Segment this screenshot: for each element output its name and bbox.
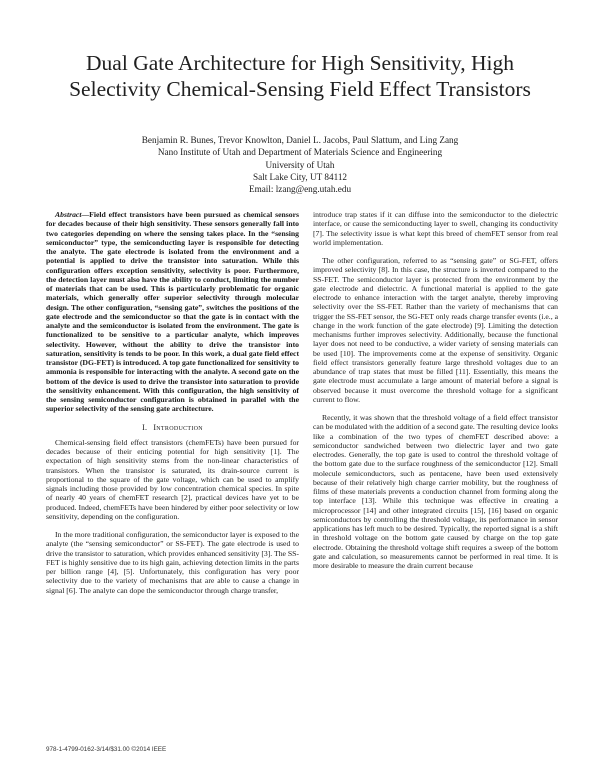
intro-paragraph-1: Chemical-sensing field effect transistors (chemFETs) have been pursued for decades because of their enticing potential for high sensitivity [1]. The expectation of high sensitivity stems from the non-linear characteristics of transistors. When the transistor is saturated, its drain-source current is proportional to the square of the gate voltage, which can be used to amplify signals including those provided by low concentration chemical species. In spite of nearly 40 years of chemFET research [2], practical devices have yet to be produced. Indeed, chemFETs have been hindered by either poor selectivity or low sensitivity, depending on the configuration. [46, 437, 299, 521]
right-column [313, 210, 558, 570]
copyright-footer: 978-1-4799-0162-3/14/$31.00 ©2014 IEEE [46, 746, 167, 753]
section-number: I. [142, 422, 148, 432]
right-paragraph-3: Recently, it was shown that the threshold voltage of a field effect transistor can be modulated with the addition of a second gate. The resulting device looks like a combination of the two types of chemFET described above: a semiconductor sandwiched between two dielectric layer and two gate electrodes. Generally, the top gate is used to control the threshold voltage of the bottom gate due to the surface roughness of the semiconductor [12]. Small molecule semiconductors, such as pentacene, have been used extensively because of their relatively high charge carrier mobility, but the roughness of films of these materials prevents a conduction channel from forming along the top interface [13]. While this technique was effective in creating a microprocessor [14] and other integrated circuits [15], [16] based on organic semiconductors by controlling the threshold voltage, its performance in sensor applications has left much to be desired. Typically, the reported signal is a shift in threshold voltage on the bottom gate caused by charge on the top gate electrode. Obtaining the threshold voltage shift requires a sweep of the bottom gate and calculation, so measurements cannot be performed in real time. It is more desirable to measure the drain current because [313, 413, 558, 570]
paper-title [30, 50, 570, 102]
right-paragraph-2: The other configuration, referred to as “sensing gate” or SG-FET, offers improved selectivity [8]. In this case, the structure is inverted compared to the SS-FET. The semiconductor layer is protected from the environment by the gate electrode and dielectric. A functional material is applied to the gate electrode to enhance interaction with the target analyte, thereby improving selectivity over the SS-FET. Rather than the variety of mechanisms that can trigger the SS-FET sensor, the SG-FET only reads charge transfer events (i.e., a change in the work function of the gate electrode) [9]. Limiting the detection mechanisms further improves selectivity. Additionally, because the functional layer does not need to be conductive, a wider variety of sensing materials can be used [10]. The improvements come at the expense of sensitivity. Organic field effect transistors generally feature large threshold voltages due to an abundance of trap states that must be filled [11]. Essentially, this means the gate electrode must accumulate a large amount of material before a signal is observed because it must overcome the threshold voltage for a significant current to flow. [313, 256, 558, 404]
abstract-label: Abstract [55, 210, 82, 219]
left-column [46, 210, 299, 595]
author-list: Benjamin R. Bunes, Trevor Knowlton, Daniel L. Jacobs, Paul Slattum, and Ling Zang [141, 135, 459, 145]
affiliation-line-3: Salt Lake City, UT 84112 [252, 171, 348, 182]
affiliation-line-2: University of Utah [265, 159, 335, 170]
title-line-2: Selectivity Chemical-Sensing Field Effect Transistors [69, 77, 531, 101]
section-heading-introduction [46, 423, 299, 432]
section-title: Introduction [153, 422, 203, 432]
right-paragraph-1: introduce trap states if it can diffuse into the semiconductor to the dielectric interface, or cause the semiconducting layer to swell, changing its conductivity [7]. The selectivity issue is what kept this breed of chemFET sensor from real world implementation. [313, 210, 558, 247]
author-email: Email: lzang@eng.utah.edu [248, 184, 352, 195]
intro-paragraph-2: In the more traditional configuration, the semiconductor layer is exposed to the analyte (the “sensing semiconductor” or SS-FET). The gate electrode is used to drive the transistor to saturation, which provides enhanced sensitivity [3]. The SS-FET is highly sensitive due to its high gain, achieving detection limits in the parts per billion range [4], [5]. Unfortunately, this configuration has very poor selectivity due to the variety of mechanisms that are able to cause a change in signal [6]. The analyte can dope the semiconductor through charge transfer, [46, 530, 299, 595]
title-line-1: Dual Gate Architecture for High Sensitivity, High [86, 51, 514, 75]
abstract-text: —Field effect transistors have been pursued as chemical sensors for decades because of their high sensitivity. These sensors generally fall into two categories depending on where the sensing takes place. In the “sensing semiconductor” type, the semiconducting layer is responsible for detecting the analyte. The gate electrode is isolated from the environment and a potential is applied to drive the transistor into saturation. While this configuration offers exception sensitivity, selectivity is poor. Furthermore, the detection layer must also have the ability to conduct, limiting the number of materials that can be used. This is particularly problematic for organic materials, which generally offer superior selectivity through molecular design. The other configuration, “sensing gate”, switches the positions of the gate electrode and the semiconductor so that the gate is in contact with the analyte and the semiconductor is isolated from the environment. The gate is functionalized to be sensitive to a particular analyte, which improves selectivity. However, without the ability to drive the transistor into saturation, sensitivity is tends to be poor. In this work, a dual gate field effect transistor (DG-FET) is introduced. A top gate functionalized for sensitivity to ammonia is responsible for interacting with the analyte. A second gate on the bottom of the device is used to drive the transistor into saturation to provide the sensitivity enhancement. With this configuration, the high sensitivity of the sensing semiconductor configuration is obtained in parallel with the superior selectivity of the sensing gate architecture. [46, 210, 299, 414]
affiliation-line-1: Nano Institute of Utah and Department of Materials Science and Engineering [157, 147, 443, 158]
abstract [46, 210, 299, 414]
author-block [30, 134, 570, 195]
